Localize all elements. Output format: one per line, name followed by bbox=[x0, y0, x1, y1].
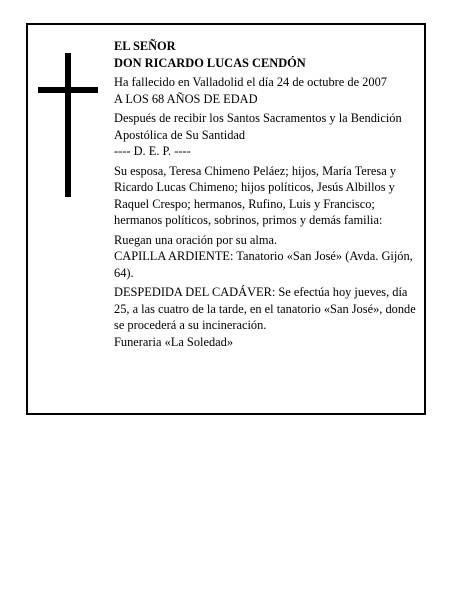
age-line: A LOS 68 AÑOS DE EDAD bbox=[114, 91, 258, 106]
title-line-1: EL SEÑOR bbox=[114, 39, 176, 53]
prayer-text: Ruegan una oración por su alma. bbox=[114, 232, 278, 247]
deceased-name: DON RICARDO LUCAS CENDÓN bbox=[114, 55, 306, 70]
cross-horizontal-bar bbox=[38, 87, 98, 93]
chapel-text: CAPILLA ARDIENTE: Tanatorio «San José» (Avda. Gijón, 64). bbox=[114, 249, 413, 280]
sacraments-text: Después de recibir los Santos Sacramentos y la Bendición Apostólica de Su Santidad bbox=[114, 111, 402, 142]
family-text: Su esposa, Teresa Chimeno Peláez; hijos, María Teresa y Ricardo Lucas Chimeno; hijos políticos, Jesús Albillos y Raquel Crespo; hermanos, Rufino, Luis y Francisco; hermanos políticos, sobrinos, primos y demás familia: bbox=[114, 163, 397, 227]
death-date-line: Ha fallecido en Valladolid el día 24 de octubre de 2007 bbox=[114, 75, 387, 89]
obituary-text bbox=[114, 38, 420, 350]
dep-line: ---- D. E. P. ---- bbox=[114, 144, 191, 158]
farewell-text: DESPEDIDA DEL CADÁVER: Se efectúa hoy jueves, día 25, a las cuatro de la tarde, en el tanatorio «San José», donde se procederá a su incineración. bbox=[114, 285, 416, 332]
cross-vertical-bar bbox=[65, 53, 71, 197]
funeral-home-text: Funeraria «La Soledad» bbox=[114, 334, 234, 349]
cross-icon bbox=[38, 53, 98, 197]
